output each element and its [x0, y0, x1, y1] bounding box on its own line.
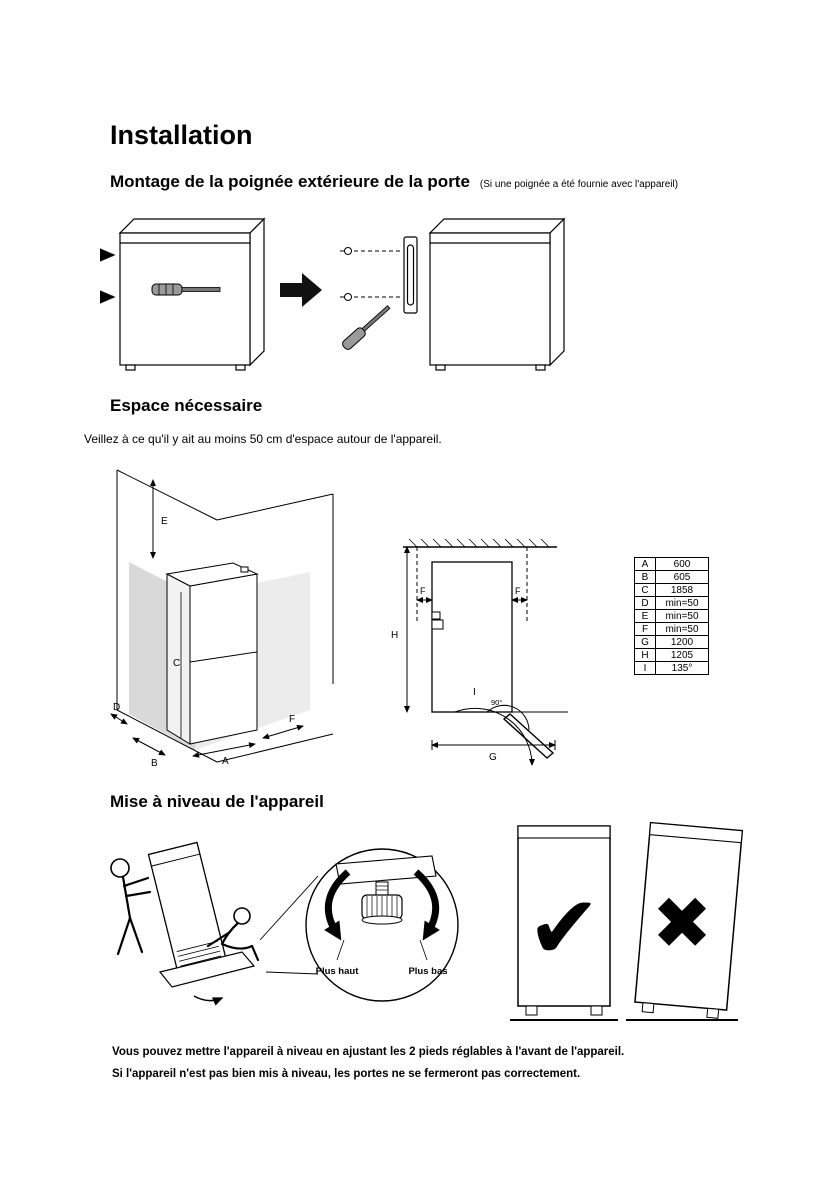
check-mark-icon: ✔ — [527, 878, 601, 977]
table-row — [635, 584, 709, 597]
table-row — [635, 662, 709, 675]
dim-value: 600 — [656, 558, 709, 571]
label-F: F — [289, 714, 296, 725]
plus-bas-label: Plus bas — [408, 966, 448, 977]
table-row — [635, 571, 709, 584]
dim-value: min=50 — [656, 623, 709, 636]
foot-adjust-detail — [306, 849, 458, 1001]
table-row — [635, 636, 709, 649]
dim-key: D — [635, 597, 656, 610]
dim-key: B — [635, 571, 656, 584]
fridge-before — [120, 219, 264, 370]
dim-key: C — [635, 584, 656, 597]
label-E: E — [161, 516, 168, 527]
handle-screws — [340, 248, 402, 301]
dim-value: 1205 — [656, 649, 709, 662]
label-I: I — [473, 687, 476, 698]
dim-value: 1858 — [656, 584, 709, 597]
tilted-fridge — [148, 842, 226, 972]
dim-value: 1200 — [656, 636, 709, 649]
dim-value: min=50 — [656, 610, 709, 623]
table-row — [635, 597, 709, 610]
handle-mounting-illustration — [100, 205, 580, 385]
dim-value: 605 — [656, 571, 709, 584]
dim-value: min=50 — [656, 597, 709, 610]
foot-knob — [362, 895, 402, 924]
label-H: H — [391, 630, 399, 641]
dim-key: A — [635, 558, 656, 571]
fridge-level-correct — [510, 826, 618, 1020]
footer-line-2: Si l'appareil n'est pas bien mis à niveau, les portes ne se fermeront pas correctement. — [112, 1068, 581, 1080]
label-F-right: F — [515, 586, 521, 596]
dim-key: F — [635, 623, 656, 636]
dimensions-table — [634, 557, 709, 675]
dim-key: E — [635, 610, 656, 623]
espace-body-text: Veillez à ce qu'il y ait au moins 50 cm d'espace autour de l'appareil. — [84, 432, 442, 446]
label-angle-90: 90° — [491, 698, 503, 707]
label-G: G — [489, 752, 497, 763]
leveling-scene — [111, 842, 318, 1000]
section-heading-montage — [110, 172, 678, 192]
label-B: B — [151, 758, 158, 769]
montage-heading-note: (Si une poignée a été fournie avec l'appareil) — [479, 179, 679, 190]
clearance-illustration — [95, 462, 640, 782]
dim-key: H — [635, 649, 656, 662]
label-D: D — [113, 702, 121, 713]
plus-haut-label: Plus haut — [315, 966, 359, 977]
footer-line-1: Vous pouvez mettre l'appareil à niveau en ajustant les 2 pieds réglables à l'avant de l'appareil. — [112, 1046, 625, 1058]
section-heading-espace: Espace nécessaire — [110, 396, 263, 415]
table-row — [635, 610, 709, 623]
push-arrow — [194, 996, 222, 1001]
fridge-after — [430, 219, 564, 370]
standing-person — [111, 859, 150, 954]
clearance-3d-view — [111, 470, 333, 762]
label-F-left: F — [420, 586, 426, 596]
callout-line-bottom — [266, 972, 318, 974]
page-title: Installation — [110, 120, 253, 150]
cross-mark-icon: ✖ — [651, 884, 713, 964]
next-step-arrow — [280, 273, 322, 307]
table-row — [635, 558, 709, 571]
screwdriver-diagonal-icon — [341, 303, 392, 351]
door-swing-view — [403, 539, 568, 765]
dim-key: G — [635, 636, 656, 649]
table-row — [635, 649, 709, 662]
door-handle — [404, 237, 417, 313]
montage-heading-text: Montage de la poignée extérieure de la porte — [110, 172, 470, 191]
foot-bolt — [376, 882, 388, 895]
dim-key: I — [635, 662, 656, 675]
label-A: A — [222, 756, 229, 767]
table-row — [635, 623, 709, 636]
section-heading-niveau: Mise à niveau de l'appareil — [110, 792, 324, 811]
label-C: C — [173, 658, 181, 669]
levelling-illustration — [90, 820, 750, 1035]
dim-value: 135° — [656, 662, 709, 675]
fridge-level-wrong — [626, 823, 742, 1020]
